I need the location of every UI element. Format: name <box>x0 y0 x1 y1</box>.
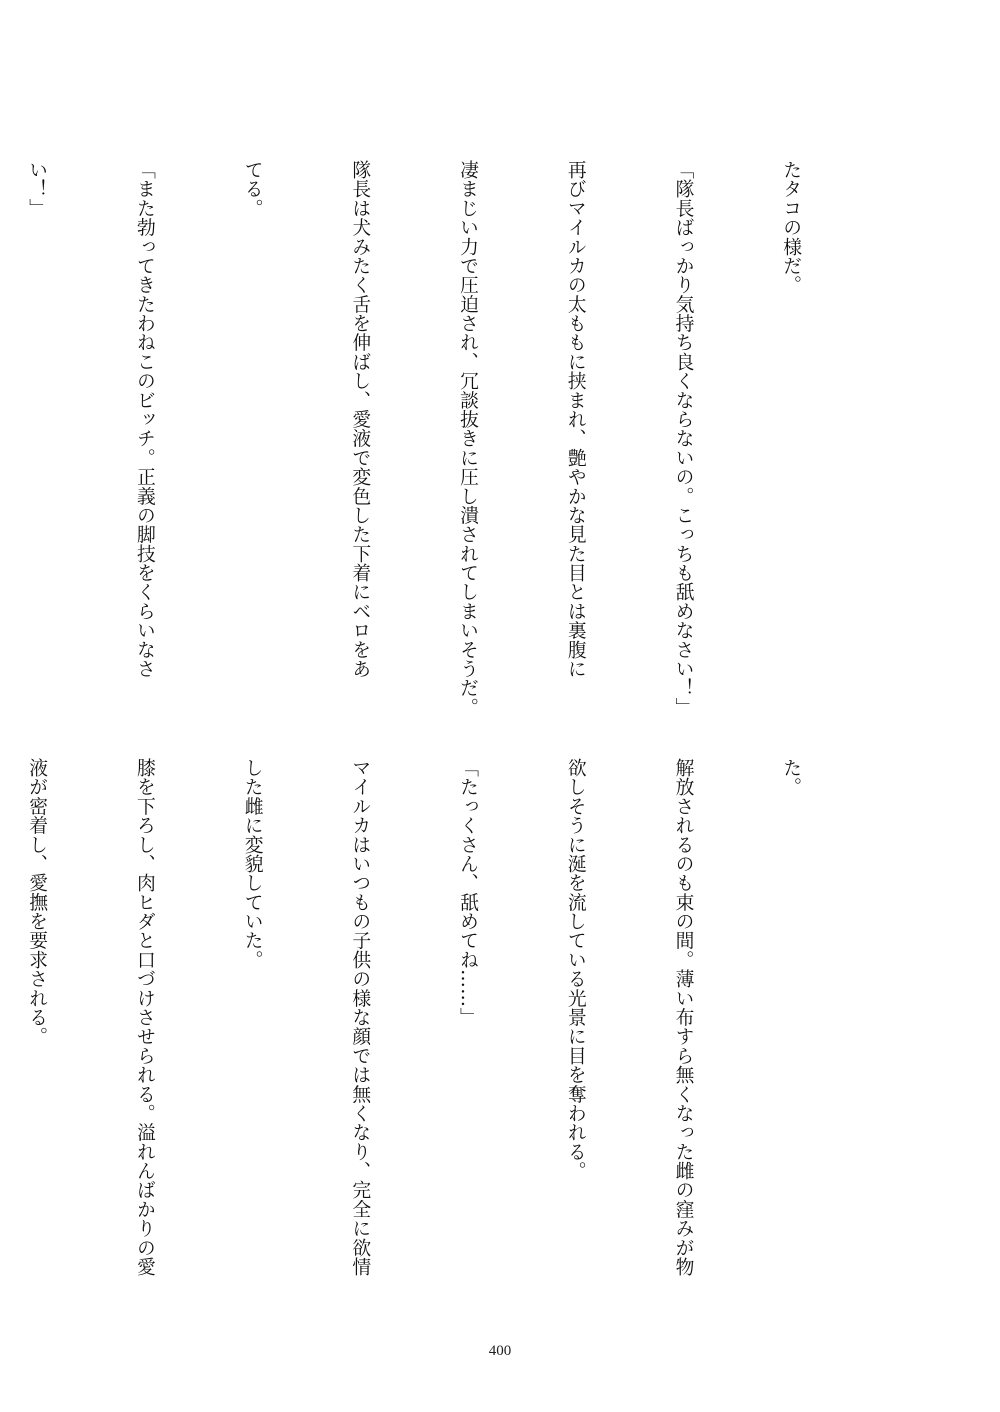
text-column: 液が密着し、愛撫を要求される。 <box>26 758 48 1046</box>
text-block-bottom <box>26 758 880 1303</box>
text-column: たタコの様だ。 <box>780 160 802 295</box>
text-column: 再びマイルカの太ももに挟まれ、艶やかな見た目とは裏腹に <box>564 160 586 679</box>
text-column: 解放されるのも束の間。薄い布すら無くなった雌の窪みが物 <box>672 758 694 1277</box>
text-column: た。 <box>780 758 802 797</box>
text-column: 欲しそうに涎を流している光景に目を奪われる。 <box>564 758 586 1181</box>
text-column: 「たっくさん、舐めてね……」 <box>457 758 479 1027</box>
text-column: 凄まじい力で圧迫され、冗談抜きに圧し潰されてしまいそうだ。 <box>457 160 479 717</box>
text-column: マイルカはいつもの子供の様な顔では無くなり、完全に欲情 <box>349 758 371 1277</box>
text-column: てる。 <box>241 160 263 218</box>
text-column: い！」 <box>26 160 48 218</box>
text-column: 膝を下ろし、肉ヒダと口づけさせられる。溢れんばかりの愛 <box>133 758 155 1277</box>
text-column: 「隊長ばっかり気持ち良くならないの。こっちも舐めなさい！」 <box>672 160 694 717</box>
text-column: 「また勃ってきたわねこのビッチ。正義の脚技をくらいなさ <box>133 160 155 679</box>
text-block-top <box>26 160 880 717</box>
text-column: した雌に変貌していた。 <box>241 758 263 970</box>
text-column: 隊長は犬みたく舌を伸ばし、愛液で変色した下着にベロをあ <box>349 160 371 679</box>
page-number: 400 <box>488 1343 512 1359</box>
